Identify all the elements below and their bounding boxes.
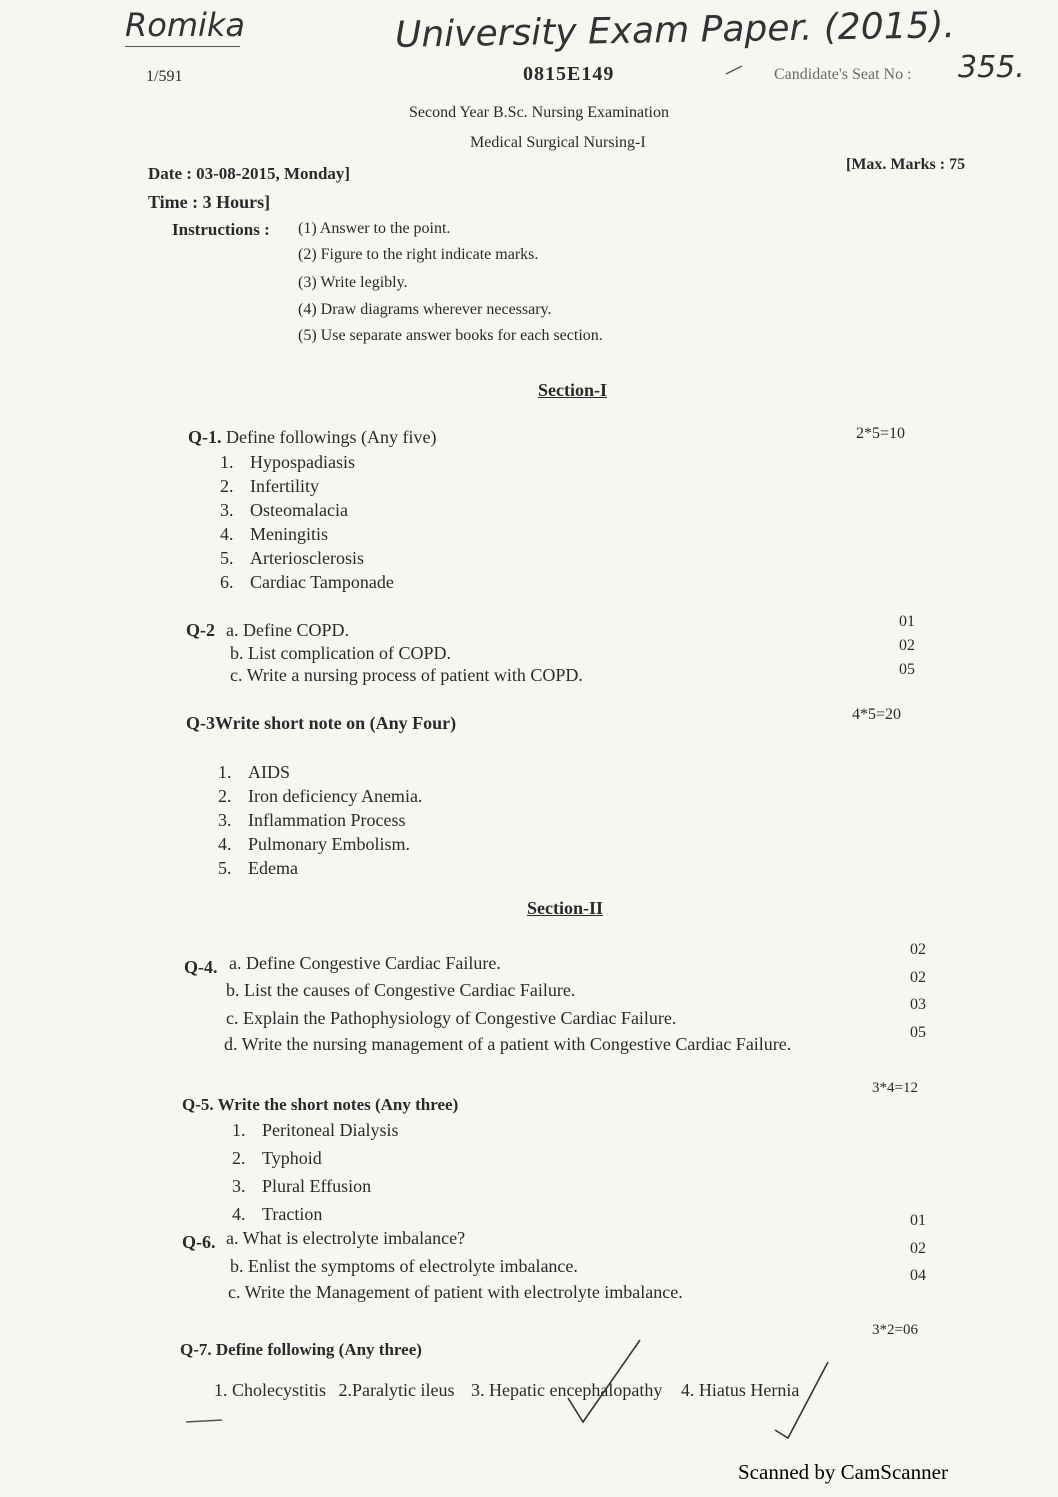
- q6-part-marks: 01: [910, 1212, 926, 1229]
- q6-part: c. Write the Management of patient with electrolyte imbalance.: [228, 1282, 683, 1302]
- q4-label: Q-4.: [184, 957, 218, 977]
- max-marks: [Max. Marks : 75: [846, 156, 966, 173]
- item-number: 4.: [232, 1204, 246, 1224]
- item-number: 1.: [218, 762, 232, 782]
- instructions-label: Instructions :: [172, 220, 270, 239]
- q7-item: 2.Paralytic ileus: [338, 1380, 455, 1400]
- item-text: AIDS: [248, 762, 291, 782]
- q3-items: [218, 760, 422, 880]
- q4-part-marks: 03: [910, 996, 926, 1013]
- item-number: 4.: [218, 834, 232, 854]
- instruction-num: (3): [298, 274, 317, 291]
- instruction-item: [298, 327, 603, 345]
- q1-label: Q-1.: [188, 427, 222, 447]
- candidate-seat-label: Candidate's Seat No :: [774, 66, 912, 83]
- item-number: 2.: [232, 1148, 246, 1168]
- item-number: 2.: [220, 476, 234, 496]
- handwritten-title: University Exam Paper. (2015).: [394, 5, 956, 56]
- q3-label: Q-3: [186, 713, 215, 733]
- q2-part-marks: 05: [899, 661, 915, 678]
- instruction-text: Answer to the point.: [319, 220, 451, 237]
- q2-part: a. Define COPD.: [226, 620, 349, 640]
- list-item: [220, 450, 394, 474]
- q4-part-marks: 02: [910, 941, 926, 958]
- exam-code: 0815E149: [523, 63, 615, 85]
- q6-part: a. What is electrolyte imbalance?: [226, 1228, 466, 1248]
- q4-part-marks: 05: [910, 1024, 926, 1041]
- section-1-title: Section-I: [538, 380, 607, 400]
- list-item: [232, 1146, 398, 1174]
- handwritten-name: Romika: [125, 6, 246, 44]
- q7-items: [214, 1380, 799, 1401]
- instruction-item: [298, 301, 552, 319]
- list-item: [232, 1174, 398, 1202]
- handwritten-seat-number: 355.: [958, 50, 1025, 85]
- q2-part-marks: 01: [899, 613, 915, 630]
- item-text: Iron deficiency Anemia.: [248, 786, 423, 806]
- instruction-text: Write legibly.: [320, 274, 408, 291]
- paper-code: 1/591: [146, 68, 183, 85]
- instruction-text: Use separate answer books for each section.: [320, 327, 603, 344]
- item-text: Infertility: [250, 476, 319, 496]
- instruction-num: (2): [298, 246, 317, 263]
- exam-name: Second Year B.Sc. Nursing Examination: [409, 104, 669, 121]
- item-text: Traction: [262, 1204, 323, 1224]
- list-item: [218, 784, 422, 808]
- item-text: Plural Effusion: [262, 1176, 372, 1196]
- q2-part: c. Write a nursing process of patient with COPD.: [230, 665, 583, 685]
- instruction-text: Draw diagrams wherever necessary.: [320, 301, 552, 318]
- item-text: Arteriosclerosis: [250, 548, 364, 568]
- q3-text: Write short note on (Any Four): [215, 713, 457, 733]
- q5-marks: 3*4=12: [872, 1080, 918, 1096]
- q1-text: Define followings (Any five): [226, 427, 437, 447]
- item-text: Hypospadiasis: [250, 452, 355, 472]
- item-number: 1.: [232, 1120, 246, 1140]
- instruction-num: (4): [298, 301, 317, 318]
- list-item: [220, 570, 394, 594]
- item-text: Meningitis: [250, 524, 329, 544]
- q2-part-marks: 02: [899, 637, 915, 654]
- item-text: Peritoneal Dialysis: [262, 1120, 399, 1140]
- item-number: 4.: [220, 524, 234, 544]
- pen-dash: [186, 1420, 222, 1422]
- item-number: 5.: [218, 858, 232, 878]
- q7-heading: [180, 1340, 422, 1360]
- item-number: 3.: [218, 810, 232, 830]
- q3-marks: 4*5=20: [852, 706, 902, 723]
- exam-date: Date : 03-08-2015, Monday]: [148, 164, 351, 183]
- q4-part: b. List the causes of Congestive Cardiac Failure.: [226, 980, 576, 1000]
- item-number: 1.: [220, 452, 234, 472]
- item-number: 2.: [218, 786, 232, 806]
- q6-part-marks: 02: [910, 1240, 926, 1257]
- instruction-num: (5): [298, 327, 317, 344]
- list-item: [218, 760, 422, 784]
- q7-item: 3. Hepatic encephalopathy: [470, 1380, 663, 1400]
- q6-label: Q-6.: [182, 1232, 216, 1252]
- q2-label: Q-2: [186, 620, 215, 640]
- section-2-title: Section-II: [527, 898, 603, 918]
- q5-text: Write the short notes (Any three): [217, 1095, 459, 1114]
- item-number: 3.: [232, 1176, 246, 1196]
- instruction-item: [298, 246, 538, 264]
- list-item: [232, 1118, 398, 1146]
- exam-time: Time : 3 Hours]: [148, 192, 271, 212]
- q2-part: b. List complication of COPD.: [230, 643, 451, 663]
- list-item: [220, 546, 394, 570]
- q3-heading: [186, 713, 456, 734]
- q4-part-marks: 02: [910, 969, 926, 986]
- instruction-num: (1): [298, 220, 317, 237]
- list-item: [218, 808, 422, 832]
- item-text: Inflammation Process: [248, 810, 406, 830]
- q7-text: Define following (Any three): [215, 1340, 422, 1359]
- q1-marks: 2*5=10: [856, 425, 906, 442]
- list-item: [220, 474, 394, 498]
- q4-part: c. Explain the Pathophysiology of Congestive Cardiac Failure.: [226, 1008, 677, 1028]
- item-number: 6.: [220, 572, 234, 592]
- q7-label: Q-7.: [180, 1340, 212, 1359]
- q7-item: 4. Hiatus Hernia: [680, 1380, 800, 1400]
- q5-heading: [182, 1095, 458, 1115]
- item-number: 3.: [220, 500, 234, 520]
- handwritten-name-underline: [125, 46, 240, 47]
- q6-part-marks: 04: [910, 1267, 926, 1284]
- q5-label: Q-5.: [182, 1095, 214, 1114]
- item-text: Cardiac Tamponade: [250, 572, 394, 592]
- list-item: [232, 1202, 398, 1230]
- q4-part: a. Define Congestive Cardiac Failure.: [229, 953, 501, 973]
- subject-name: Medical Surgical Nursing-I: [470, 134, 646, 151]
- list-item: [218, 856, 422, 880]
- q7-item: 1. Cholecystitis: [214, 1380, 326, 1400]
- q1-items: [220, 450, 394, 594]
- instruction-item: [298, 220, 450, 238]
- item-number: 5.: [220, 548, 234, 568]
- instruction-item: [298, 274, 408, 292]
- q4-part: d. Write the nursing management of a patient with Congestive Cardiac Failure.: [224, 1034, 792, 1054]
- q6-part: b. Enlist the symptoms of electrolyte imbalance.: [230, 1256, 578, 1276]
- item-text: Typhoid: [262, 1148, 322, 1168]
- q1-heading: [188, 427, 436, 448]
- camscanner-watermark: Scanned by CamScanner: [738, 1460, 948, 1484]
- list-item: [218, 832, 422, 856]
- q7-marks: 3*2=06: [872, 1322, 918, 1338]
- q5-items: [232, 1118, 398, 1230]
- list-item: [220, 522, 394, 546]
- item-text: Edema: [248, 858, 298, 878]
- pen-dash: [726, 66, 742, 74]
- list-item: [220, 498, 394, 522]
- item-text: Osteomalacia: [250, 500, 348, 520]
- instruction-text: Figure to the right indicate marks.: [320, 246, 539, 263]
- item-text: Pulmonary Embolism.: [248, 834, 410, 854]
